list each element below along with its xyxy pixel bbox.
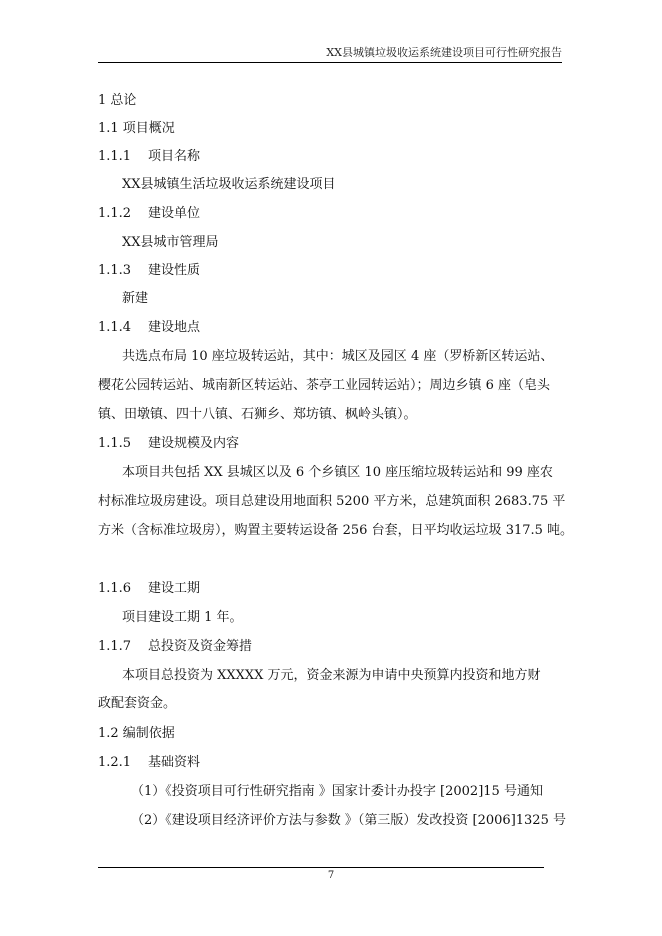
footer-rule [98, 867, 544, 868]
heading-1-1-2 [98, 206, 200, 222]
heading-title: 基础资料 [148, 755, 201, 770]
heading-1-1-4 [98, 320, 200, 336]
paragraph-line: 方米（含标准垃圾房），购置主要转运设备 256 台套，日平均收运垃圾 317.5 吨。 [98, 523, 574, 538]
paragraph-line: 共选点布局 10 座垃圾转运站，其中：城区及园区 4 座（罗桥新区转运站、 [122, 349, 554, 364]
heading-number: 1.1.3 [98, 263, 132, 278]
reference-item: （2）《建设项目经济评价方法与参数 》（第三版）发改投资 [2006]1325 号 [131, 813, 566, 828]
heading-1-1-6 [98, 581, 200, 597]
heading-1-1-5 [98, 436, 239, 452]
reference-item: （1）《投资项目可行性研究指南 》国家计委计办投字 [2002]15 号通知 [131, 784, 543, 799]
heading-1: 1 总论 [98, 93, 137, 108]
heading-title: 建设性质 [148, 263, 201, 278]
heading-1-1-3 [98, 263, 200, 279]
heading-title: 建设工期 [148, 581, 201, 596]
paragraph-line: 村标准垃圾房建设。项目总建设用地面积 5200 平方米，总建筑面积 2683.75 平 [98, 494, 566, 509]
heading-1-1: 1.1 项目概况 [98, 121, 175, 136]
paragraph: 项目建设工期 1 年。 [122, 610, 243, 625]
paragraph-line: 本项目总投资为 XXXXX 万元，资金来源为申请中央预算内投资和地方财 [122, 668, 541, 683]
heading-1-1-7 [98, 639, 252, 655]
heading-title: 项目名称 [148, 149, 201, 164]
paragraph-line: 本项目共包括 XX 县城区以及 6 个乡镇区 10 座压缩垃圾转运站和 99 座农 [122, 465, 553, 480]
paragraph: XX县城市管理局 [122, 235, 219, 250]
heading-number: 1.1.7 [98, 639, 132, 654]
heading-title: 建设单位 [148, 206, 201, 221]
heading-number: 1.2.1 [98, 755, 132, 770]
heading-title: 总投资及资金筹措 [148, 639, 253, 654]
heading-title: 建设规模及内容 [148, 436, 240, 451]
heading-number: 1.1.2 [98, 206, 132, 221]
paragraph: XX县城镇生活垃圾收运系统建设项目 [122, 177, 336, 192]
heading-number: 1.1.5 [98, 436, 132, 451]
page-header: XX县城镇垃圾收运系统建设项目可行性研究报告 [326, 46, 562, 59]
heading-number: 1.1.1 [98, 149, 132, 164]
paragraph-line: 镇、田墩镇、四十八镇、石狮乡、郑坊镇、枫岭头镇）。 [98, 407, 417, 422]
heading-number: 1.1.6 [98, 581, 132, 596]
heading-1-1-1 [98, 149, 200, 165]
heading-number: 1.1.4 [98, 320, 132, 335]
paragraph-line: 政配套资金。 [98, 696, 177, 711]
header-rule [98, 62, 562, 63]
heading-title: 建设地点 [148, 320, 201, 335]
heading-1-2-1 [98, 755, 200, 771]
heading-1-2: 1.2 编制依据 [98, 726, 175, 741]
paragraph: 新建 [122, 291, 149, 306]
page-number: 7 [327, 870, 335, 881]
paragraph-line: 樱花公园转运站、城南新区转运站、茶亭工业园转运站）；周边乡镇 6 座（皂头 [98, 378, 551, 393]
